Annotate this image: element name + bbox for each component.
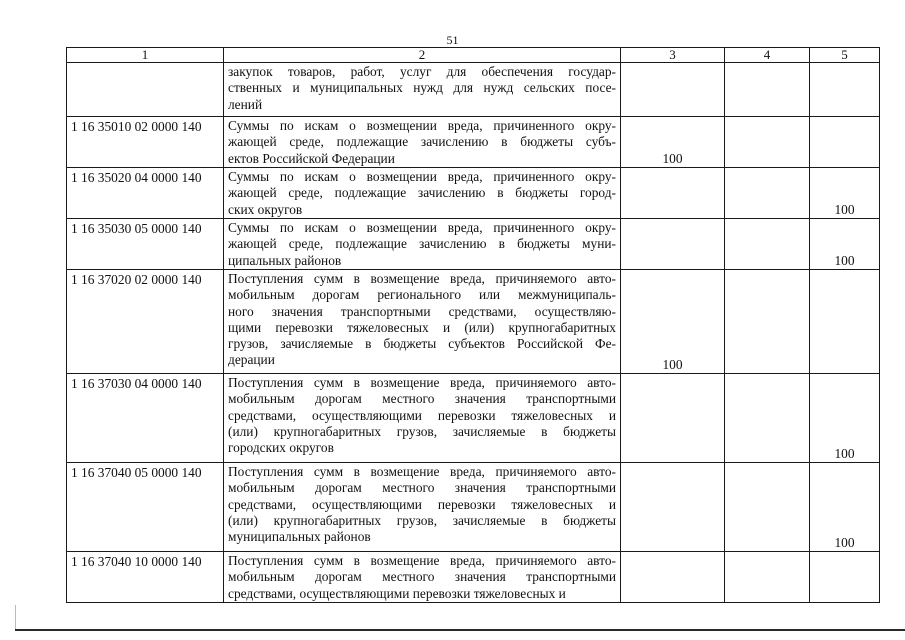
header-row <box>67 48 880 63</box>
percent-cell-column-5 <box>810 374 880 463</box>
scan-edge-bottom <box>15 629 905 631</box>
description-cell <box>224 168 621 219</box>
description-line: дерации <box>228 352 275 368</box>
description-line: муниципальных районов <box>228 529 371 545</box>
percent-cell-column-3 <box>621 168 725 219</box>
description-cell <box>224 374 621 463</box>
percent-cell-column-4 <box>725 117 810 168</box>
budget-code-cell: 1 16 35030 05 0000 140 <box>67 219 224 270</box>
description-line: жающей среде, подлежащие зачислению в бюджеты субъ- <box>228 134 616 150</box>
description-cell <box>224 270 621 374</box>
percent-cell-column-5 <box>810 168 880 219</box>
percent-cell-column-4 <box>725 270 810 374</box>
description-cell <box>224 63 621 117</box>
percent-value: 100 <box>834 535 855 550</box>
description-line: Поступления сумм в возмещение вреда, причиняемого авто- <box>228 464 616 479</box>
description-cell <box>224 552 621 603</box>
percent-cell-column-3 <box>621 63 725 117</box>
description-line: Суммы по искам о возмещении вреда, причиненного окру- <box>228 169 616 184</box>
page-number: 51 <box>446 33 459 47</box>
column-header-2: 2 <box>224 48 621 63</box>
percent-value: 100 <box>834 202 855 217</box>
budget-code-cell <box>67 63 224 117</box>
description-line: средствами, осуществляющими перевозки тяжеловесных и <box>228 407 616 423</box>
table-row <box>67 374 880 463</box>
budget-code-cell: 1 16 37040 10 0000 140 <box>67 552 224 603</box>
percent-cell-column-3 <box>621 463 725 552</box>
description-line: жающей среде, подлежащие зачислению в бюджеты город- <box>228 185 616 201</box>
revenue-distribution-table <box>66 47 880 603</box>
description-line: ских округов <box>228 201 303 217</box>
description-line: городских округов <box>228 440 334 456</box>
percent-cell-column-5 <box>810 463 880 552</box>
description-line: лений <box>228 96 263 112</box>
percent-cell-column-3 <box>621 552 725 603</box>
description-line: закупок товаров, работ, услуг для обеспечения государ- <box>228 64 616 79</box>
table-row <box>67 63 880 117</box>
table-row <box>67 117 880 168</box>
budget-code-cell: 1 16 37040 05 0000 140 <box>67 463 224 552</box>
table-row <box>67 270 880 374</box>
description-line: щими перевозки тяжеловесных и (или) крупногабаритных <box>228 319 616 335</box>
percent-cell-column-4 <box>725 374 810 463</box>
column-header-3: 3 <box>621 48 725 63</box>
description-line: Суммы по искам о возмещении вреда, причиненного окру- <box>228 220 616 235</box>
column-header-5: 5 <box>810 48 880 63</box>
description-line: средствами, осуществляющими перевозки тяжеловесных и <box>228 496 616 512</box>
budget-code-cell: 1 16 37020 02 0000 140 <box>67 270 224 374</box>
budget-code-cell: 1 16 35010 02 0000 140 <box>67 117 224 168</box>
percent-cell-column-3 <box>621 117 725 168</box>
percent-cell-column-5 <box>810 117 880 168</box>
percent-value: 100 <box>662 151 683 166</box>
description-cell <box>224 219 621 270</box>
budget-code-cell: 1 16 37030 04 0000 140 <box>67 374 224 463</box>
scan-edge-left <box>15 605 16 630</box>
description-line: (или) крупногабаритных грузов, зачисляемые в бюджеты <box>228 423 616 439</box>
percent-cell-column-4 <box>725 219 810 270</box>
percent-cell-column-4 <box>725 463 810 552</box>
description-line: Поступления сумм в возмещение вреда, причиняемого авто- <box>228 271 616 286</box>
budget-code-cell: 1 16 35020 04 0000 140 <box>67 168 224 219</box>
percent-value: 100 <box>834 253 855 268</box>
description-line: (или) крупногабаритных грузов, зачисляемые в бюджеты <box>228 512 616 528</box>
description-line: ственных и муниципальных нужд для нужд сельских посе- <box>228 80 616 96</box>
description-line: мобильным дорогам местного значения транспортными <box>228 569 616 585</box>
column-header-1: 1 <box>67 48 224 63</box>
percent-cell-column-5 <box>810 270 880 374</box>
column-header-4: 4 <box>725 48 810 63</box>
percent-value: 100 <box>662 357 683 372</box>
percent-cell-column-4 <box>725 63 810 117</box>
percent-cell-column-5 <box>810 63 880 117</box>
description-line: грузов, зачисляемые в бюджеты субъектов Российской Фе- <box>228 336 616 352</box>
description-line: ного значения транспортными средствами, осуществляю- <box>228 303 616 319</box>
description-line: средствами, осуществляющими перевозки тяжеловесных и <box>228 585 566 601</box>
percent-cell-column-4 <box>725 552 810 603</box>
table-row <box>67 463 880 552</box>
description-cell <box>224 463 621 552</box>
percent-value: 100 <box>834 446 855 461</box>
percent-cell-column-3 <box>621 219 725 270</box>
percent-cell-column-5 <box>810 552 880 603</box>
percent-cell-column-5 <box>810 219 880 270</box>
description-line: мобильным дорогам регионального или межмуниципаль- <box>228 287 616 303</box>
description-line: Суммы по искам о возмещении вреда, причиненного окру- <box>228 118 616 133</box>
description-line: Поступления сумм в возмещение вреда, причиняемого авто- <box>228 375 616 390</box>
table-row <box>67 168 880 219</box>
description-line: Поступления сумм в возмещение вреда, причиняемого авто- <box>228 553 616 568</box>
description-line: ципальных районов <box>228 252 342 268</box>
description-cell <box>224 117 621 168</box>
percent-cell-column-3 <box>621 374 725 463</box>
percent-cell-column-3 <box>621 270 725 374</box>
description-line: мобильным дорогам местного значения транспортными <box>228 391 616 407</box>
percent-cell-column-4 <box>725 168 810 219</box>
description-line: жающей среде, подлежащие зачислению в бюджеты муни- <box>228 236 616 252</box>
table-row <box>67 552 880 603</box>
description-line: мобильным дорогам местного значения транспортными <box>228 480 616 496</box>
description-line: ектов Российской Федерации <box>228 150 395 166</box>
table-row <box>67 219 880 270</box>
